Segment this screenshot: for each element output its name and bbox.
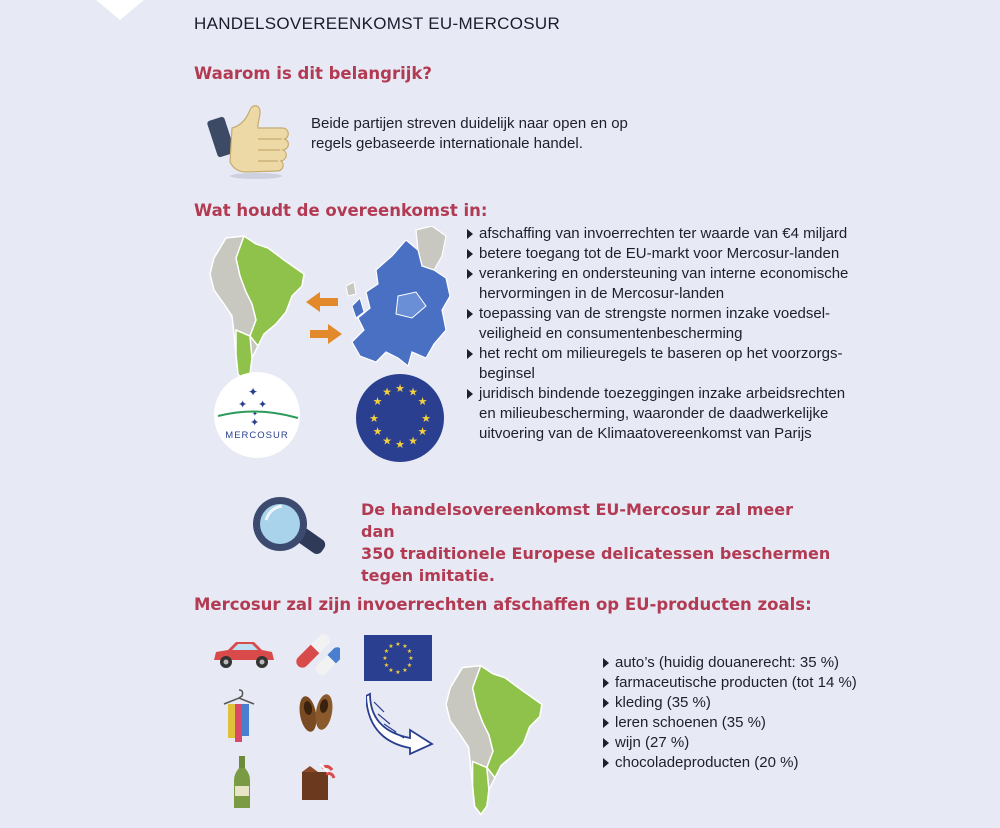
list-item-text: afschaffing van invoerrechten ter waarde van €4 miljard — [479, 225, 848, 242]
highlight-line: 350 traditionele Europese delicatessen beschermen — [361, 544, 831, 563]
southern-cross-icon — [214, 372, 300, 458]
svg-text:★: ★ — [395, 669, 401, 676]
magnifier-icon — [250, 494, 330, 564]
list-item-text: auto’s (huidig douanerecht: 35 %) — [615, 654, 840, 671]
mercosur-label: MERCOSUR — [225, 430, 289, 441]
europe-map-icon — [346, 226, 456, 376]
contents-list — [466, 224, 886, 444]
svg-text:★: ★ — [402, 667, 408, 674]
svg-text:★: ★ — [382, 385, 392, 399]
svg-text:★: ★ — [383, 648, 390, 655]
list-item-text: beginsel — [479, 365, 535, 382]
list-item — [466, 304, 886, 344]
list-item-text: hervormingen in de Mercosur-landen — [479, 285, 725, 302]
list-item — [602, 653, 902, 673]
chocolate-icon — [298, 762, 338, 802]
contents-heading: Wat houdt de overeenkomst in: — [194, 201, 488, 220]
svg-text:★: ★ — [388, 667, 394, 674]
list-item-text: juridisch bindende toezeggingen inzake arbeidsrechten — [479, 385, 846, 402]
tariffs-heading: Mercosur zal zijn invoerrechten afschaffen op EU-producten zoals: — [194, 595, 812, 614]
list-item — [602, 693, 902, 713]
list-item — [466, 244, 886, 264]
svg-text:✦: ✦ — [258, 398, 268, 411]
svg-text:★: ★ — [382, 434, 392, 448]
svg-text:★: ★ — [408, 655, 414, 662]
wine-bottle-icon — [232, 756, 252, 810]
svg-text:✦: ✦ — [252, 410, 258, 418]
south-america-map-icon — [442, 662, 548, 818]
list-item — [602, 733, 902, 753]
list-item — [602, 753, 902, 773]
list-item-text: farmaceutische producten (tot 14 %) — [615, 674, 857, 691]
svg-text:★: ★ — [402, 643, 408, 650]
svg-text:★: ★ — [406, 662, 413, 669]
highlight-text — [361, 499, 831, 587]
top-notch-decoration — [96, 0, 144, 20]
page-title: HANDELSOVEREENKOMST EU-MERCOSUR — [194, 14, 561, 33]
list-item-text: verankering en ondersteuning van interne economische — [479, 265, 849, 282]
eu-flag-icon — [364, 635, 432, 681]
svg-text:★: ★ — [369, 412, 379, 425]
svg-text:★: ★ — [383, 662, 390, 669]
list-item — [466, 384, 886, 444]
clothing-icon — [222, 688, 256, 744]
list-item-text: toepassing van de strengste normen inzake voedsel- — [479, 305, 831, 322]
list-item — [466, 224, 886, 244]
tariffs-list — [602, 653, 902, 773]
svg-text:★: ★ — [372, 395, 383, 408]
list-item-text: uitvoering van de Klimaatovereenkomst van Parijs — [479, 425, 812, 442]
list-item-text: leren schoenen (35 %) — [615, 714, 766, 731]
list-item — [602, 673, 902, 693]
list-item-text: het recht om milieuregels te baseren op het voorzorgs- — [479, 345, 843, 362]
svg-text:✦: ✦ — [238, 398, 248, 411]
list-item-text: chocoladeproducten (20 %) — [615, 754, 799, 771]
svg-text:★: ★ — [421, 412, 431, 425]
list-item-text: kleding (35 %) — [615, 694, 711, 711]
svg-text:★: ★ — [408, 434, 418, 448]
highlight-line: De handelsovereenkomst EU-Mercosur zal meer dan — [361, 500, 793, 541]
mercosur-logo-icon — [214, 372, 300, 458]
svg-text:✦: ✦ — [250, 416, 260, 429]
svg-text:★: ★ — [372, 425, 383, 438]
why-text-line: Beide partijen streven duidelijk naar open en op — [311, 115, 628, 132]
list-item-text: betere toegang tot de EU-markt voor Mercosur-landen — [479, 245, 840, 262]
svg-text:★: ★ — [406, 648, 413, 655]
highlight-line: tegen imitatie. — [361, 566, 495, 585]
eu-flag-icon — [356, 374, 444, 462]
list-item — [602, 713, 902, 733]
svg-text:★: ★ — [417, 395, 428, 408]
svg-text:★: ★ — [395, 382, 405, 395]
list-item-text: wijn (27 %) — [615, 734, 690, 751]
thumbs-up-icon — [206, 98, 298, 180]
curved-arrow-icon — [366, 690, 438, 756]
svg-text:★: ★ — [408, 385, 418, 399]
list-item-text: veiligheid en consumentenbescherming — [479, 325, 743, 342]
why-text — [311, 114, 671, 154]
why-text-line: regels gebaseerde internationale handel. — [311, 135, 583, 152]
pill-icon — [290, 632, 340, 678]
svg-text:★: ★ — [395, 438, 405, 451]
why-heading: Waarom is dit belangrijk? — [194, 64, 432, 83]
svg-text:★: ★ — [395, 641, 401, 648]
list-item — [466, 264, 886, 304]
svg-text:★: ★ — [417, 425, 428, 438]
svg-text:★: ★ — [382, 655, 388, 662]
car-icon — [210, 638, 276, 670]
exchange-arrows-icon — [304, 290, 344, 348]
svg-text:✦: ✦ — [248, 385, 259, 399]
shoes-icon — [296, 690, 336, 736]
svg-text:★: ★ — [388, 643, 394, 650]
list-item — [466, 344, 886, 384]
list-item-text: en milieubescherming, waaronder de daadwerkelijke — [479, 405, 829, 422]
south-america-map-icon — [206, 234, 310, 384]
